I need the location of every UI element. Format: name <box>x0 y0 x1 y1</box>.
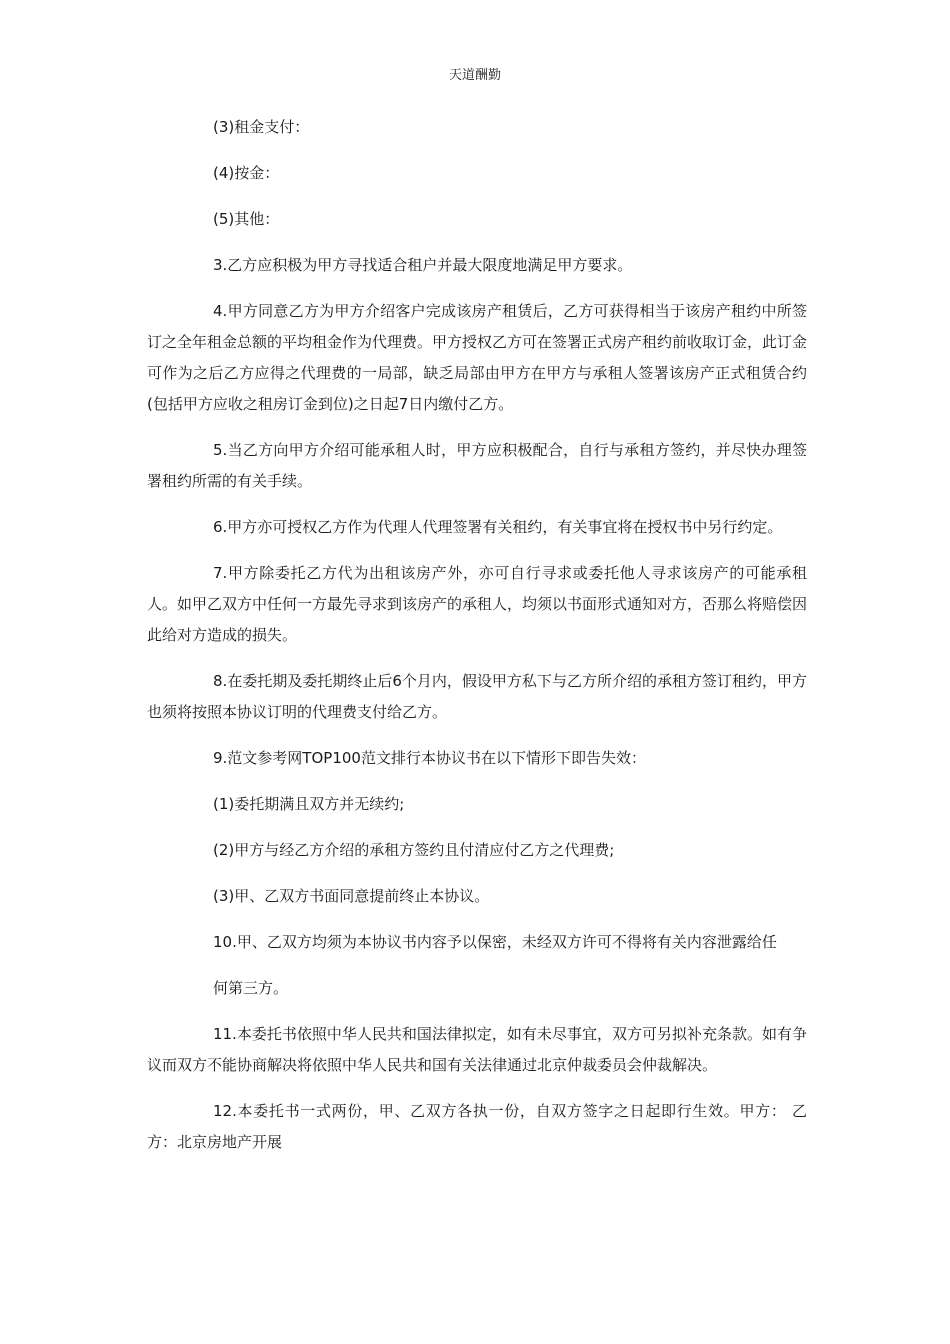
clause-rent-payment: (3)租金支付： <box>213 118 310 136</box>
clause-5: 5.当乙方向甲方介绍可能承租人时，甲方应积极配合，自行与承租方签约，并尽快办理签署租约所需的有关手续。 <box>147 441 807 490</box>
clause-9: 9.范文参考网TOP100范文排行本协议书在以下情形下即告失效： <box>213 749 646 767</box>
clause-8: 8.在委托期及委托期终止后6个月内，假设甲方私下与乙方所介绍的承租方签订租约，甲方也须将按照本协议订明的代理费支付给乙方。 <box>147 672 807 721</box>
clause-10-continued: 何第三方。 <box>213 979 289 997</box>
clause-9-item-3: (3)甲、乙双方书面同意提前终止本协议。 <box>213 887 490 905</box>
page-header: 天道酬勤 <box>448 68 501 83</box>
clause-9-item-1: (1)委托期满且双方并无续约; <box>213 795 405 813</box>
clause-deposit: (4)按金： <box>213 164 280 182</box>
clause-11: 11.本委托书依照中华人民共和国法律拟定，如有未尽事宜，双方可另拟补充条款。如有争议而双方不能协商解决将依照中华人民共和国有关法律通过北京仲裁委员会仲裁解决。 <box>147 1025 807 1074</box>
clause-10: 10.甲、乙双方均须为本协议书内容予以保密，未经双方许可不得将有关内容泄露给任 <box>213 933 777 951</box>
clause-4: 4.甲方同意乙方为甲方介绍客户完成该房产租赁后，乙方可获得相当于该房产租约中所签订之全年租金总额的平均租金作为代理费。甲方授权乙方可在签署正式房产租约前收取订金，此订金可作为之后乙方应得之代理费的一局部，缺乏局部由甲方在甲方与承租人签署该房产正式租赁合约(包括甲方应收之租房订金到位)之日起7日内缴付乙方。 <box>147 302 808 413</box>
clause-12: 12.本委托书一式两份，甲、乙双方各执一份，自双方签字之日起即行生效。甲方： 乙方：北京房地产开展 <box>147 1102 807 1151</box>
clause-7: 7.甲方除委托乙方代为出租该房产外，亦可自行寻求或委托他人寻求该房产的可能承租人。如甲乙双方中任何一方最先寻求到该房产的承租人，均须以书面形式通知对方，否那么将赔偿因此给对方造成的损失。 <box>147 564 808 644</box>
clause-9-item-2: (2)甲方与经乙方介绍的承租方签约且付清应付乙方之代理费; <box>213 841 615 859</box>
clause-3: 3.乙方应积极为甲方寻找适合租户并最大限度地满足甲方要求。 <box>213 256 633 274</box>
clause-6: 6.甲方亦可授权乙方作为代理人代理签署有关租约，有关事宜将在授权书中另行约定。 <box>213 518 783 536</box>
clause-other: (5)其他： <box>213 210 280 228</box>
document-body <box>147 112 807 1173</box>
